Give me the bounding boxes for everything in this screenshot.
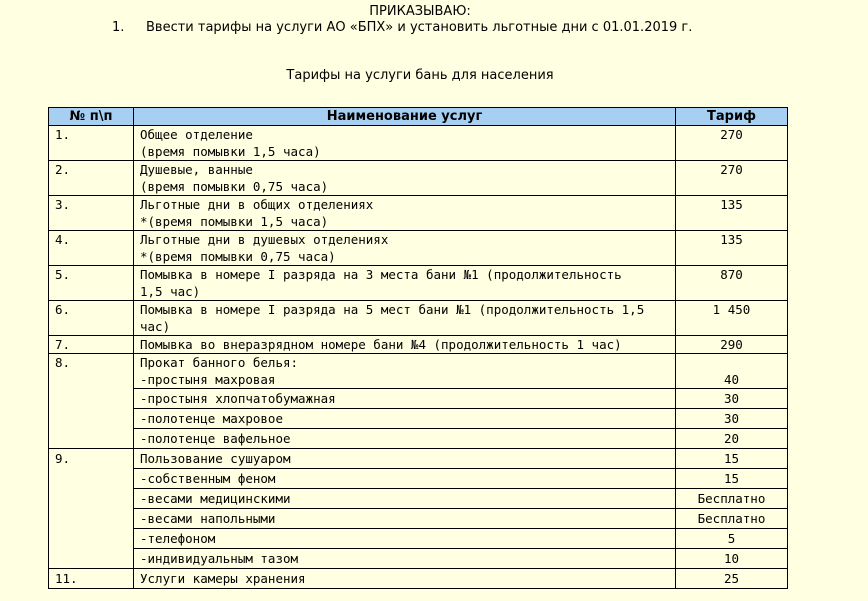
row-num: 2. <box>49 161 134 196</box>
row-num: 7. <box>49 336 134 354</box>
row-name <box>134 354 676 389</box>
row-num-empty <box>49 489 134 509</box>
row-num: 3. <box>49 196 134 231</box>
row-name: -весами медицинскими <box>134 489 676 509</box>
row-num-empty <box>49 389 134 409</box>
table-row <box>49 469 788 489</box>
row-num-empty <box>49 509 134 529</box>
row-num: 9. <box>49 449 134 469</box>
row-price: 30 <box>676 389 788 409</box>
row-num-empty <box>49 409 134 429</box>
table-row <box>49 409 788 429</box>
row-name <box>134 266 676 301</box>
row-price-value: 40 <box>723 372 740 387</box>
row-num: 4. <box>49 231 134 266</box>
row-name: -весами напольными <box>134 509 676 529</box>
table-row <box>49 336 788 354</box>
row-num: 6. <box>49 301 134 336</box>
row-price: 290 <box>676 336 788 354</box>
row-name-line: час) <box>140 319 171 334</box>
row-name-line: 1,5 час) <box>140 284 201 299</box>
row-name: -полотенце вафельное <box>134 429 676 449</box>
row-price: 30 <box>676 409 788 429</box>
row-price: 20 <box>676 429 788 449</box>
row-name-line: Помывка в номере I разряда на 3 места бани №1 (продолжительность <box>140 267 622 282</box>
row-name-line: Помывка в номере I разряда на 5 мест бани №1 (продолжительность 1,5 <box>140 302 645 317</box>
header-name: Наименование услуг <box>134 108 676 126</box>
row-name-line: *(время помывки 0,75 часа) <box>140 249 336 264</box>
order-item-number: 1. <box>112 20 125 35</box>
row-name: Услуги камеры хранения <box>134 569 676 589</box>
row-name: -простыня хлопчатобумажная <box>134 389 676 409</box>
order-heading: ПРИКАЗЫВАЮ: <box>369 4 471 19</box>
row-name-line: -простыня махровая <box>140 372 276 387</box>
row-name: -полотенце махровое <box>134 409 676 429</box>
table-row <box>49 509 788 529</box>
row-name-line: Общее отделение <box>140 127 253 142</box>
row-name <box>134 161 676 196</box>
table-header-row <box>49 108 788 126</box>
table-row <box>49 301 788 336</box>
row-price <box>676 354 788 389</box>
row-price: 15 <box>676 449 788 469</box>
row-name-line: Помывка во внеразрядном номере бани №4 (продолжительность 1 час) <box>140 337 622 352</box>
row-name: -индивидуальным тазом <box>134 549 676 569</box>
row-name <box>134 231 676 266</box>
row-price: 25 <box>676 569 788 589</box>
row-price: 135 <box>676 231 788 266</box>
tariff-table <box>48 107 788 589</box>
table-row <box>49 126 788 161</box>
row-price: 270 <box>676 161 788 196</box>
row-name-line: Льготные дни в общих отделениях <box>140 197 374 212</box>
row-price: 270 <box>676 126 788 161</box>
row-price: 1 450 <box>676 301 788 336</box>
row-price: 870 <box>676 266 788 301</box>
row-price: 10 <box>676 549 788 569</box>
table-row <box>49 569 788 589</box>
row-num-empty <box>49 429 134 449</box>
row-num: 11. <box>49 569 134 589</box>
row-name: -телефоном <box>134 529 676 549</box>
table-row <box>49 266 788 301</box>
row-num: 5. <box>49 266 134 301</box>
header-price: Тариф <box>676 108 788 126</box>
row-name-line: Прокат банного белья: <box>140 355 299 370</box>
row-name-line: *(время помывки 1,5 часа) <box>140 214 329 229</box>
row-num-empty <box>49 469 134 489</box>
row-name <box>134 336 676 354</box>
table-row <box>49 354 788 389</box>
table-title: Тарифы на услуги бань для населения <box>286 68 554 83</box>
row-name <box>134 196 676 231</box>
row-num-empty <box>49 549 134 569</box>
header-num: № п\п <box>49 108 134 126</box>
table-row <box>49 449 788 469</box>
row-name: Пользование сушуаром <box>134 449 676 469</box>
table-row <box>49 529 788 549</box>
table-row <box>49 196 788 231</box>
row-name-line: Льготные дни в душевых отделениях <box>140 232 389 247</box>
row-name: -собственным феном <box>134 469 676 489</box>
table-row <box>49 429 788 449</box>
table-row <box>49 231 788 266</box>
table-row <box>49 489 788 509</box>
table-row <box>49 161 788 196</box>
order-item <box>112 20 692 35</box>
row-num: 1. <box>49 126 134 161</box>
row-price: 5 <box>676 529 788 549</box>
row-name-line: (время помывки 1,5 часа) <box>140 144 321 159</box>
order-item-text: Ввести тарифы на услуги АО «БПХ» и установить льготные дни с 01.01.2019 г. <box>146 20 693 35</box>
row-price: 135 <box>676 196 788 231</box>
table-row <box>49 389 788 409</box>
row-name-line: (время помывки 0,75 часа) <box>140 179 329 194</box>
row-price: Бесплатно <box>676 489 788 509</box>
row-name <box>134 301 676 336</box>
row-name-line: Душевые, ванные <box>140 162 253 177</box>
row-num-empty <box>49 529 134 549</box>
row-price: Бесплатно <box>676 509 788 529</box>
row-name <box>134 126 676 161</box>
table-row <box>49 549 788 569</box>
row-price: 15 <box>676 469 788 489</box>
row-num: 8. <box>49 354 134 389</box>
